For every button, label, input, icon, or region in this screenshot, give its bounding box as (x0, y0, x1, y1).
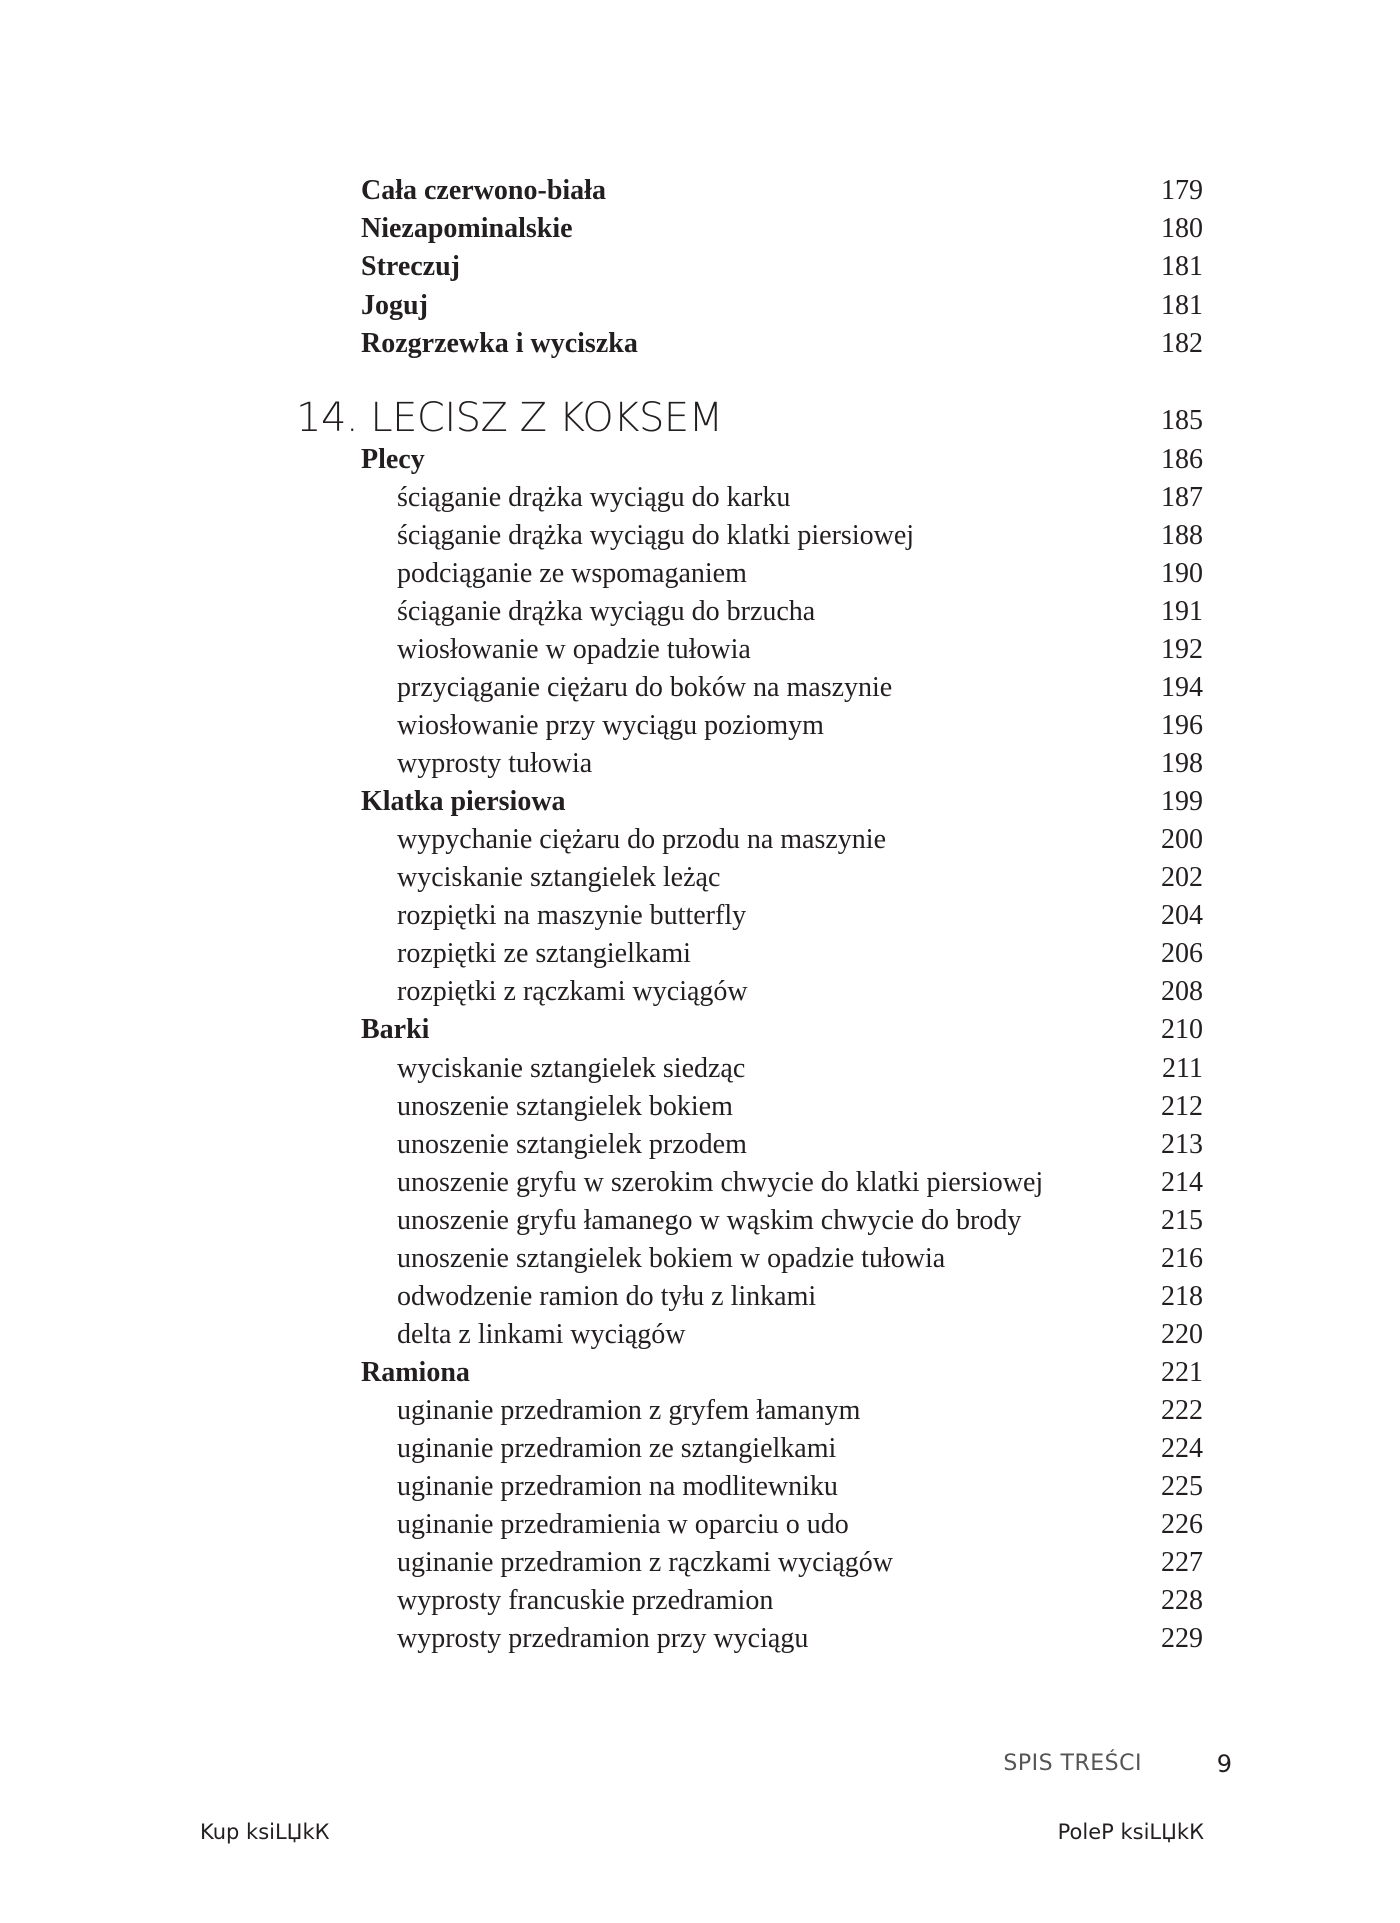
toc-entry-page: 192 (1161, 634, 1203, 665)
toc-entry-title: uginanie przedramienia w oparciu o udo (397, 1509, 849, 1540)
toc-entry-page: 216 (1161, 1243, 1203, 1274)
toc-item-entry[interactable] (397, 859, 1203, 897)
toc-entry-page: 227 (1161, 1547, 1203, 1578)
chapter-page: 185 (1161, 405, 1203, 436)
toc-item-entry[interactable] (397, 1582, 1203, 1620)
toc-entry-title: podciąganie ze wspomaganiem (397, 558, 747, 589)
toc-entry-page: 212 (1161, 1091, 1203, 1122)
toc-item-entry[interactable] (397, 1430, 1203, 1468)
toc-entry-title: Niezapominalskie (361, 213, 573, 244)
toc-entry-page: 208 (1161, 976, 1203, 1007)
toc-entry-page: 220 (1161, 1319, 1203, 1350)
toc-item-entry[interactable] (397, 555, 1203, 593)
toc-item-entry[interactable] (397, 1620, 1203, 1658)
toc-entry-title: unoszenie sztangielek przodem (397, 1129, 747, 1160)
toc-entry-page: 213 (1161, 1129, 1203, 1160)
toc-entry-title: wyciskanie sztangielek leżąc (397, 862, 721, 893)
toc-item-entry[interactable] (397, 517, 1203, 555)
toc-item-entry[interactable] (397, 669, 1203, 707)
toc-section-entry[interactable] (361, 172, 1203, 210)
toc-entry-title: uginanie przedramion na modlitewniku (397, 1471, 838, 1502)
toc-item-entry[interactable] (397, 1316, 1203, 1354)
toc-item-entry[interactable] (397, 1544, 1203, 1582)
toc-entry-title: delta z linkami wyciągów (397, 1319, 686, 1350)
toc-entry-title: uginanie przedramion z gryfem łamanym (397, 1395, 861, 1426)
toc-entry-page: 179 (1161, 175, 1203, 206)
toc-entry-title: Joguj (361, 290, 428, 321)
toc-entry-title: wyciskanie sztangielek siedząc (397, 1053, 746, 1084)
toc-section-entry[interactable] (361, 1354, 1203, 1392)
toc-entry-title: Barki (361, 1014, 430, 1045)
toc-item-entry[interactable] (397, 897, 1203, 935)
buy-book-link[interactable]: Kup ksiLЏkК (200, 1820, 330, 1844)
toc-entry-title: wiosłowanie w opadzie tułowia (397, 634, 751, 665)
toc-item-entry[interactable] (397, 479, 1203, 517)
toc-entry-page: 225 (1161, 1471, 1203, 1502)
toc-entry-page: 182 (1161, 328, 1203, 359)
toc-entry-title: ściąganie drążka wyciągu do brzucha (397, 596, 816, 627)
toc-entry-page: 194 (1161, 672, 1203, 703)
toc-entry-page: 188 (1161, 520, 1203, 551)
toc-entry-page: 200 (1161, 824, 1203, 855)
toc-item-entry[interactable] (397, 1202, 1203, 1240)
toc-section-entry[interactable] (361, 1011, 1203, 1049)
toc-entry-title: unoszenie sztangielek bokiem (397, 1091, 733, 1122)
page-number: 9 (1216, 1750, 1232, 1778)
toc-entry-title: Ramiona (361, 1357, 470, 1388)
toc-entry-page: 210 (1161, 1014, 1203, 1045)
toc-entry-page: 180 (1161, 213, 1203, 244)
toc-entry-title: wiosłowanie przy wyciągu poziomym (397, 710, 824, 741)
toc-entry-page: 229 (1161, 1623, 1203, 1654)
toc-entry-title: uginanie przedramion ze sztangielkami (397, 1433, 837, 1464)
toc-entry-page: 226 (1161, 1509, 1203, 1540)
toc-entry-page: 228 (1161, 1585, 1203, 1616)
toc-entry-page: 204 (1161, 900, 1203, 931)
toc-entry-title: Cała czerwono-biała (361, 175, 606, 206)
toc-entry-page: 191 (1161, 596, 1203, 627)
toc-entry-title: Streczuj (361, 251, 460, 282)
toc-entry-page: 224 (1161, 1433, 1203, 1464)
toc-entry-title: Plecy (361, 444, 425, 475)
toc-entry-title: wypychanie ciężaru do przodu na maszynie (397, 824, 887, 855)
toc-entry-page: 215 (1161, 1205, 1203, 1236)
toc-item-entry[interactable] (397, 821, 1203, 859)
toc-entry-page: 202 (1161, 862, 1203, 893)
toc-section-entry[interactable] (361, 287, 1203, 325)
toc-entry-page: 181 (1161, 251, 1203, 282)
toc-entry-page: 206 (1161, 938, 1203, 969)
toc-entry-title: wyprosty francuskie przedramion (397, 1585, 774, 1616)
toc-entry-page: 221 (1161, 1357, 1203, 1388)
toc-item-entry[interactable] (397, 593, 1203, 631)
toc-entry-page: 196 (1161, 710, 1203, 741)
toc-entry-page: 190 (1161, 558, 1203, 589)
toc-item-entry[interactable] (397, 1088, 1203, 1126)
toc-section-entry[interactable] (361, 210, 1203, 248)
toc-entry-page: 222 (1161, 1395, 1203, 1426)
toc-entry-title: Klatka piersiowa (361, 786, 566, 817)
toc-item-entry[interactable] (397, 935, 1203, 973)
toc-entry-page: 187 (1161, 482, 1203, 513)
toc-entry-title: ściąganie drążka wyciągu do klatki piersiowej (397, 520, 915, 551)
toc-entry-title: ściąganie drążka wyciągu do karku (397, 482, 791, 513)
toc-item-entry[interactable] (397, 745, 1203, 783)
toc-item-entry[interactable] (397, 1126, 1203, 1164)
toc-section-entry[interactable] (361, 325, 1203, 363)
toc-item-entry[interactable] (397, 973, 1203, 1011)
toc-entry-title: unoszenie gryfu w szerokim chwycie do klatki piersiowej (397, 1167, 1044, 1198)
running-footer-label: SPIS TREŚCI (1003, 1751, 1142, 1776)
toc-chapter-heading[interactable] (296, 392, 1203, 444)
toc-item-entry[interactable] (397, 1506, 1203, 1544)
toc-entry-title: Rozgrzewka i wyciszka (361, 328, 638, 359)
toc-section-entry[interactable] (361, 783, 1203, 821)
toc-entry-title: przyciąganie ciężaru do boków na maszynie (397, 672, 893, 703)
toc-entry-page: 218 (1161, 1281, 1203, 1312)
toc-entry-page: 186 (1161, 444, 1203, 475)
toc-entry-title: odwodzenie ramion do tyłu z linkami (397, 1281, 817, 1312)
toc-entry-title: rozpiętki na maszynie butterfly (397, 900, 747, 931)
recommend-book-link[interactable]: PoleР ksiLЏkК (1057, 1820, 1204, 1844)
toc-entry-title: rozpiętki ze sztangielkami (397, 938, 691, 969)
toc-entry-page: 214 (1161, 1167, 1203, 1198)
toc-entry-page: 181 (1161, 290, 1203, 321)
toc-entry-title: unoszenie gryfu łamanego w wąskim chwycie do brody (397, 1205, 1022, 1236)
toc-item-entry[interactable] (397, 1240, 1203, 1278)
toc-section-entry[interactable] (361, 248, 1203, 286)
toc-section-entry[interactable] (361, 441, 1203, 479)
toc-entry-page: 199 (1161, 786, 1203, 817)
toc-item-entry[interactable] (397, 1278, 1203, 1316)
toc-entry-page: 211 (1162, 1053, 1203, 1084)
toc-item-entry[interactable] (397, 707, 1203, 745)
toc-entry-title: wyprosty tułowia (397, 748, 593, 779)
toc-item-entry[interactable] (397, 631, 1203, 669)
toc-item-entry[interactable] (397, 1392, 1203, 1430)
toc-entry-title: uginanie przedramion z rączkami wyciągów (397, 1547, 894, 1578)
toc-item-entry[interactable] (397, 1468, 1203, 1506)
toc-item-entry[interactable] (397, 1050, 1203, 1088)
toc-item-entry[interactable] (397, 1164, 1203, 1202)
running-footer (900, 1746, 1232, 1782)
toc-entry-title: wyprosty przedramion przy wyciągu (397, 1623, 809, 1654)
toc-entry-page: 198 (1161, 748, 1203, 779)
chapter-title: 14. LECISZ Z KOKSEM (296, 395, 723, 441)
toc-entry-title: rozpiętki z rączkami wyciągów (397, 976, 748, 1007)
toc-entry-title: unoszenie sztangielek bokiem w opadzie tułowia (397, 1243, 946, 1274)
